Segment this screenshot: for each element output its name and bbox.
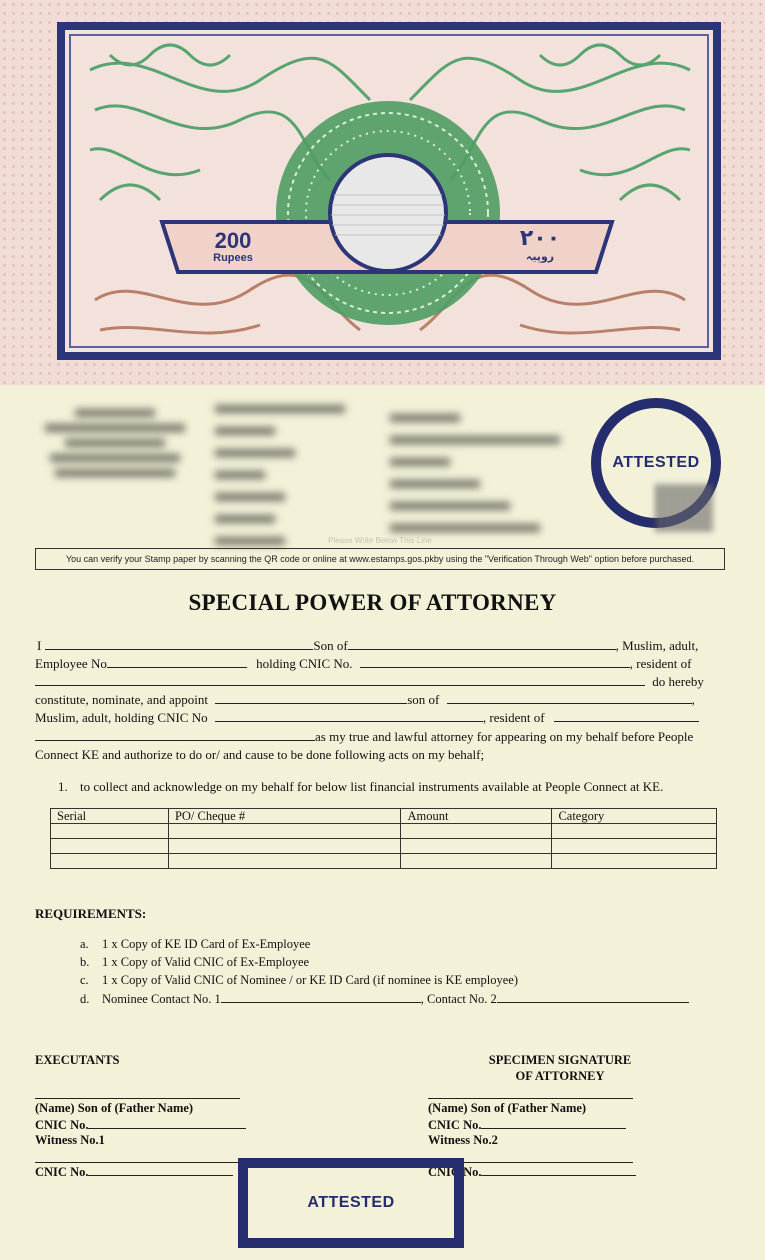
body-line-4: constitute, nominate, and appoint son of , bbox=[35, 692, 695, 707]
table-header: Serial bbox=[51, 809, 169, 824]
blank-witness-2-cnic[interactable] bbox=[481, 1164, 636, 1176]
table-row bbox=[51, 824, 717, 839]
table-row bbox=[51, 854, 717, 869]
requirement-item: c. 1 x Copy of Valid CNIC of Nominee / or KE ID Card (if nominee is KE employee) bbox=[80, 973, 519, 987]
stamp-currency: Rupees bbox=[213, 252, 253, 264]
blank-principal-name[interactable] bbox=[45, 638, 313, 650]
table-cell[interactable] bbox=[401, 854, 552, 869]
table-cell[interactable] bbox=[552, 854, 717, 869]
blank-contact-1[interactable] bbox=[221, 991, 421, 1003]
attorney-name-label: (Name) Son of (Father Name) bbox=[428, 1101, 587, 1115]
write-below-note: Please Write Below This Line bbox=[328, 536, 432, 545]
attested-seal-box bbox=[238, 1158, 464, 1248]
requirement-item: d. Nominee Contact No. 1 , Contact No. 2 bbox=[80, 991, 689, 1007]
requirements-title: REQUIREMENTS: bbox=[35, 906, 147, 921]
financial-instruments-table bbox=[50, 808, 717, 869]
body-line-7: Connect KE and authorize to do or/ and cause to be done following acts on my behalf; bbox=[35, 747, 485, 762]
blank-attorney-cnic-sig[interactable] bbox=[481, 1117, 626, 1129]
stamp-value-urdu: ۲۰۰ bbox=[519, 226, 561, 251]
blurred-stamp-fields bbox=[215, 398, 365, 559]
body-line-2: Employee No holding CNIC No. , resident of bbox=[35, 656, 692, 671]
stamp-currency-urdu: روپیہ bbox=[525, 250, 555, 263]
table-cell[interactable] bbox=[552, 824, 717, 839]
table-header: PO/ Cheque # bbox=[168, 809, 401, 824]
verification-notice: You can verify your Stamp paper by scanning the QR code or online at www.estamps.gos.pkby using the "Verification Through Web" option before purchased. bbox=[35, 548, 725, 570]
table-cell[interactable] bbox=[51, 824, 169, 839]
executant-cnic-label: CNIC No. bbox=[35, 1117, 246, 1133]
table-cell[interactable] bbox=[168, 854, 401, 869]
table-cell[interactable] bbox=[401, 839, 552, 854]
blurred-issuer-block bbox=[40, 402, 190, 484]
witness-1-label: Witness No.1 bbox=[35, 1133, 105, 1147]
table-header-row bbox=[51, 809, 717, 824]
stamp-denomination-english bbox=[208, 230, 258, 264]
blank-attorney-name[interactable] bbox=[215, 692, 407, 704]
blank-attorney-address[interactable] bbox=[35, 729, 315, 741]
blank-contact-2[interactable] bbox=[497, 991, 689, 1003]
attorney-cnic-label: CNIC No. bbox=[428, 1117, 626, 1133]
specimen-heading-1: SPECIMEN SIGNATURE bbox=[488, 1053, 632, 1067]
table-cell[interactable] bbox=[552, 839, 717, 854]
blank-principal-cnic[interactable] bbox=[360, 656, 630, 668]
body-line-1: I Son of , Muslim, adult, bbox=[37, 638, 699, 653]
specimen-heading-2: OF ATTORNEY bbox=[515, 1069, 605, 1083]
document-title: SPECIAL POWER OF ATTORNEY bbox=[188, 590, 557, 615]
witness-2-label: Witness No.2 bbox=[428, 1133, 498, 1147]
witness-2-cnic-label: CNIC No. bbox=[428, 1164, 636, 1180]
executant-signature-line[interactable] bbox=[35, 1098, 240, 1099]
qr-code-icon bbox=[655, 484, 713, 532]
table-cell[interactable] bbox=[168, 839, 401, 854]
blank-employee-no[interactable] bbox=[107, 656, 247, 668]
body-line-3: do hereby bbox=[35, 674, 704, 690]
table-cell[interactable] bbox=[51, 854, 169, 869]
attested-seal-label: ATTESTED bbox=[612, 454, 700, 471]
requirement-item: b. 1 x Copy of Valid CNIC of Ex-Employee bbox=[80, 955, 310, 969]
witness-1-cnic-label: CNIC No. bbox=[35, 1164, 233, 1180]
requirement-item: a. 1 x Copy of KE ID Card of Ex-Employee bbox=[80, 937, 311, 951]
stamp-value: 200 bbox=[214, 228, 252, 253]
table-cell[interactable] bbox=[401, 824, 552, 839]
body-line-6: as my true and lawful attorney for appearing on my behalf before People bbox=[35, 729, 693, 745]
table-cell[interactable] bbox=[168, 824, 401, 839]
table-cell[interactable] bbox=[51, 839, 169, 854]
blank-principal-address[interactable] bbox=[35, 674, 645, 686]
blurred-stamp-values bbox=[390, 400, 570, 546]
table-header: Amount bbox=[401, 809, 552, 824]
witness-1-signature-line[interactable] bbox=[35, 1162, 240, 1163]
stamp-denomination-urdu bbox=[505, 228, 575, 263]
blank-attorney-residence[interactable] bbox=[554, 710, 699, 722]
executants-heading: EXECUTANTS bbox=[35, 1053, 120, 1067]
stamp-paper-header bbox=[0, 0, 765, 385]
table-header: Category bbox=[552, 809, 717, 824]
blank-principal-father[interactable] bbox=[348, 638, 616, 650]
attested-box-label: ATTESTED bbox=[307, 1194, 395, 1211]
stamp-artwork bbox=[0, 0, 765, 385]
executant-name-label: (Name) Son of (Father Name) bbox=[35, 1101, 194, 1115]
attorney-signature-line[interactable] bbox=[428, 1098, 633, 1099]
blank-attorney-father[interactable] bbox=[447, 692, 692, 704]
blank-witness-1-cnic[interactable] bbox=[88, 1164, 233, 1176]
table-row bbox=[51, 839, 717, 854]
blank-executant-cnic[interactable] bbox=[88, 1117, 246, 1129]
blank-attorney-cnic[interactable] bbox=[215, 710, 483, 722]
body-line-5: Muslim, adult, holding CNIC No , resident of bbox=[35, 710, 699, 726]
list-item-1: 1. to collect and acknowledge on my behalf for below list financial instruments available at People Connect at KE. bbox=[58, 779, 664, 794]
